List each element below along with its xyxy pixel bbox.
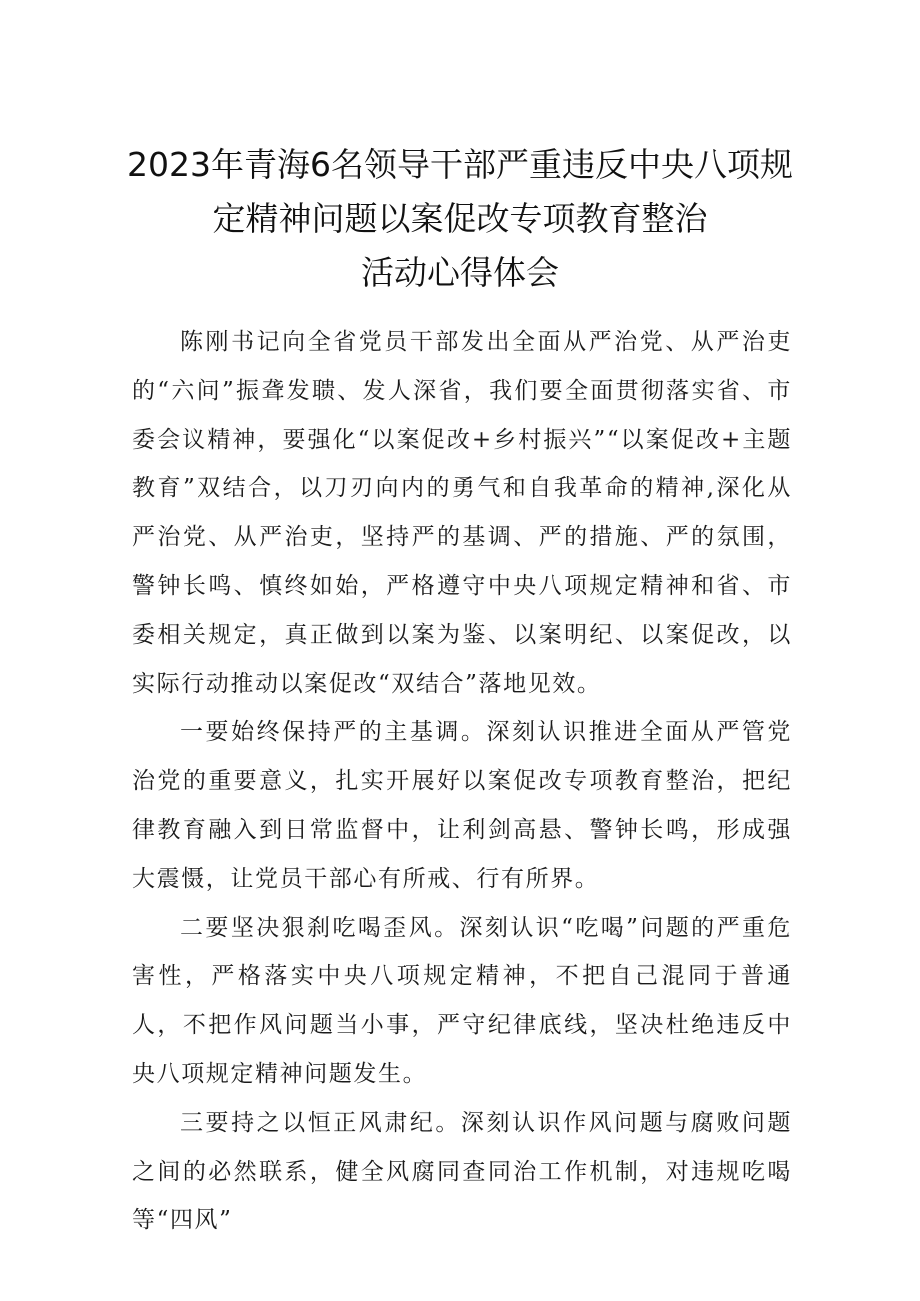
document-body bbox=[132, 318, 792, 1245]
title-line-2: 定精神问题以案促改专项教育整治 bbox=[212, 199, 708, 238]
paragraph-point-3: 三要持之以恒正风肃纪。深刻认识作风问题与腐败问题之间的必然联系，健全风腐同查同治工作机制，对违规吃喝等“四风” bbox=[132, 1109, 792, 1234]
paragraph-intro: 陈刚书记向全省党员干部发出全面从严治党、从严治吏的“六问”振聋发聩、发人深省，我们要全面贯彻落实省、市委会议精神，要强化“以案促改+乡村振兴”“以案促改+主题教育”双结合，以刀刃向内的勇气和自我革命的精神,深化从严治党、从严治吏，坚持严的基调、严的措施、严的氛围，警钟长鸣、慎终如始，严格遵守中央八项规定精神和省、市委相关规定，真正做到以案为鉴、以案明纪、以案促改，以实际行动推动以案促改“双结合”落地见效。 bbox=[132, 329, 792, 697]
title-line-1: 2023年青海6名领导干部严重违反中央八项规 bbox=[127, 145, 793, 184]
paragraph-point-1: 一要始终保持严的主基调。深刻认识推进全面从严管党治党的重要意义，扎实开展好以案促改专项教育整治，把纪律教育融入到日常监督中，让利剑高悬、警钟长鸣，形成强大震慑，让党员干部心有所戒、行有所界。 bbox=[132, 719, 792, 892]
paragraph-point-2: 二要坚决狠刹吃喝歪风。深刻认识“吃喝”问题的严重危害性，严格落实中央八项规定精神，不把自己混同于普通人，不把作风问题当小事，严守纪律底线，坚决杜绝违反中央八项规定精神问题发生。 bbox=[132, 914, 792, 1087]
title-line-3: 活动心得体会 bbox=[361, 253, 559, 292]
document-title bbox=[60, 138, 860, 300]
